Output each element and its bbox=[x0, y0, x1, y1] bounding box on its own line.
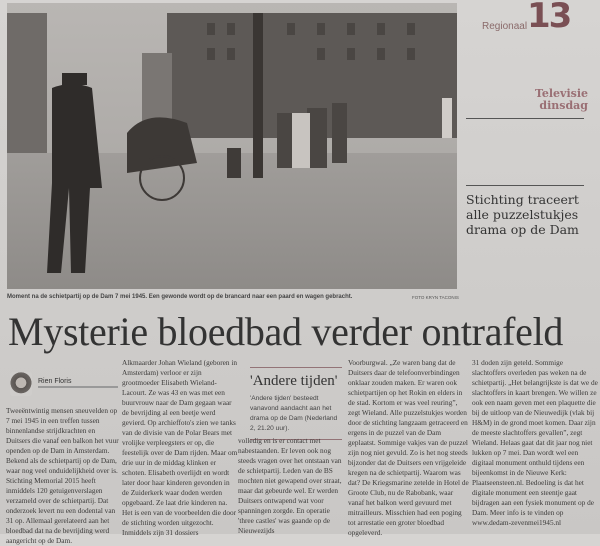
photo-caption: Moment na de schietpartij op de Dam 7 mei 1945. Een gewonde wordt op de brancard naar een paard en wagen gebracht. bbox=[7, 294, 353, 300]
article-column-4: Voorburgwal. „Ze waren bang dat de Duitsers daar de telefoonverbindingen onklaar zouden maken. Er waren ook schietpartijen op het Rokin en elders in de stad. Kortom er was veel reuring”, zegt Wieland. Alle puzzelstukjes worden door de stichting langzaam getraceerd en ergens in de puzzel van de Dam geplaatst. Sommige vakjes van de puzzel zijn nog niet gevuld. Zo is het nog steeds bijzonder dat de Duitsers een vrijgeleide kregen na de schietpartij. Waarom was dat? De Kriegsmarine zetelde in Hotel de Groote Club, nu de Rabobank, waar vanaf het balkon werd gevuurd met mitrailleurs. Misschien had een poging tot arrestatie een groter bloedbad opgeleverd. bbox=[348, 358, 469, 537]
article-column-2: Alkmaarder Johan Wieland (geboren in Amsterdam) verloor er zijn grootmoeder Elisabeth Wieland-Lacourt. Ze was 43 en was met een buurvrouw naar de Dam gegaan waar de bevrijding al een beetje werd gevierd. Op archieffoto's zien we tanks van de divisie van de Polar Bears met vrolijke verpleegsters er op, die feestelijk over de Dam rijden. Maar om drie uur in de middag klinken er schoten. Elisabeth overlijdt en wordt later door haar kinderen gevonden in de Zuiderkerk waar doden werden opgebaard. Ze laat drie kinderen na. Het is een van de voorbeelden die door de stichting worden uitgezocht. Inmiddels zijn 31 dossiers bbox=[122, 358, 238, 537]
article-column-1: Tweeëntwintig mensen sneuvelden op 7 mei 1945 in een treffen tussen binnenlandse strijdkrachten en Duitsers die vanaf een balkon het vuur openden op de Dam in Amsterdam. Bekend als de schietpartij op de Dam, waar nog veel onduidelijkheid over is. Stichting Memorial 2015 heeft inmiddels 120 getuigenverslagen verzameld over de schietpartij. Dat onderzoek levert nu een dodental van 31 op. Allemaal gerelateerd aan het bloedbad dat na de bevrijding werd aangericht op de Dam. bbox=[6, 406, 119, 545]
box-title: 'Andere tijden' bbox=[250, 373, 338, 389]
article-column-5: 31 doden zijn geteld. Sommige slachtoffers overleden pas weken na de schietpartij. „Het belangrijkste is dat we de slachtoffers in kaart brengen. We willen ze ook een naam geven met een plaquette die bij de uitloop van de Nieuwedijk (vlak bij H&M) in de grond moet komen. Daar zijn de meeste slachtoffers gevallen”, zegt Wieland. Helaas gaat dat dit jaar nog niet lukken op 7 mei. Dan wordt wel een digitaal monument onthuld tijdens een bijeenkomst in de Nieuwe Kerk: Plaatseensteen.nl. Bedoeling is dat het digitale monument een steentje gaat bijdragen aan een fysiek monument op de Dam. Meer info is te vinden op www.dedam-zevenmei1945.nl bbox=[472, 358, 598, 527]
divider bbox=[466, 185, 584, 186]
author-email-line bbox=[38, 386, 118, 388]
box-text: 'Andere tijden' besteedt vanavond aandacht aan het drama op de Dam (Nederland 2, 21.20 uur). bbox=[250, 395, 338, 432]
tv-info-box bbox=[250, 367, 342, 440]
author-name: Rien Floris bbox=[38, 378, 72, 385]
divider bbox=[466, 118, 584, 119]
tv-label: Televisie dinsdag bbox=[534, 87, 588, 112]
dam-square-1945-photo bbox=[7, 3, 457, 289]
author-byline bbox=[8, 372, 120, 402]
photo-credit: FOTO KRYN TACONIS bbox=[412, 295, 459, 300]
section-label: Regionaal bbox=[482, 21, 528, 32]
article-headline: Mysterie bloedbad verder ontrafeld bbox=[8, 309, 564, 354]
article-column-3: volledig en is er contact met nabestaanden. Er leven ook nog steeds vragen over het ontstaan van de schietpartij. Leden van de BS mochten niet gewapend over straat, maar dat gebeurde wel. Er werden Duitsers ontwapend wat voor spanningen zorgde. En operatie 'three castles' was gaande op de Nieuwezijds bbox=[238, 436, 342, 535]
page-number: 13 bbox=[527, 0, 571, 36]
news-photo bbox=[7, 3, 457, 289]
author-avatar bbox=[10, 372, 32, 396]
box-rule-top bbox=[250, 367, 342, 368]
teaser-headline: Stichting traceert alle puzzelstukjes drama op de Dam bbox=[466, 192, 579, 237]
